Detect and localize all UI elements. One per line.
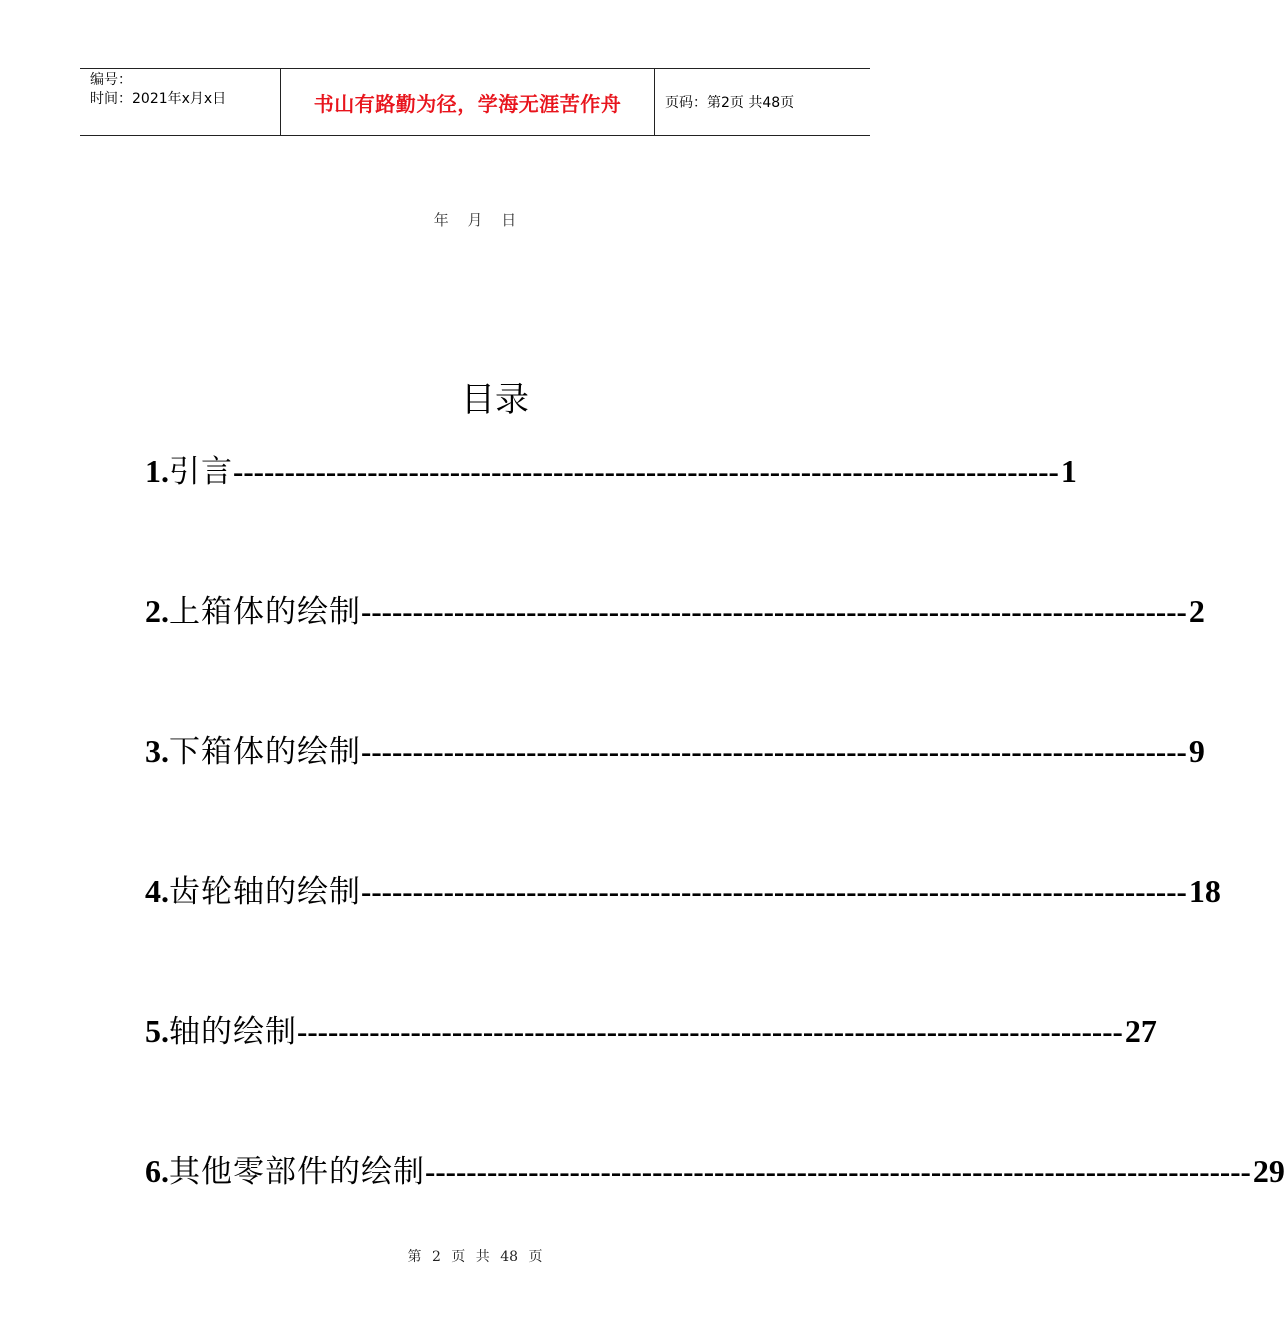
toc-leader: -------------------------------------------------------------------------------- xyxy=(233,454,1059,489)
toc-entry-title: 引言 xyxy=(169,454,233,490)
toc-entry[interactable] xyxy=(145,586,1205,636)
toc-entry-title: 轴的绘制 xyxy=(169,1014,297,1050)
toc-entry-page: 9 xyxy=(1188,733,1205,769)
page-info: 页码：第2页 共48页 xyxy=(665,95,795,111)
toc-entry-page: 1 xyxy=(1060,453,1077,489)
toc-title: 目录 xyxy=(461,380,529,420)
toc-entry-number: 3. xyxy=(145,733,169,769)
toc-entry-page: 18 xyxy=(1188,873,1221,909)
toc-entry-page: 29 xyxy=(1252,1153,1285,1189)
toc-entry[interactable] xyxy=(145,1146,1285,1196)
toc-entry-page: 2 xyxy=(1188,593,1205,629)
toc-entry-title: 齿轮轴的绘制 xyxy=(169,874,361,910)
toc-entry[interactable] xyxy=(145,726,1205,776)
number-label: 编号： xyxy=(90,72,132,88)
toc-entry-number: 1. xyxy=(145,453,169,489)
toc-entry[interactable] xyxy=(145,446,1077,496)
page-footer: 第 2 页 共 48 页 xyxy=(407,1249,543,1265)
time-label: 时间：2021年x月x日 xyxy=(90,91,227,107)
date-line: 年 月 日 xyxy=(433,211,517,229)
header-motto-cell xyxy=(281,69,655,135)
toc-leader: -------------------------------------------------------------------------------- xyxy=(425,1154,1251,1189)
toc-entry-number: 6. xyxy=(145,1153,169,1189)
header-page-cell xyxy=(655,69,870,135)
toc-leader: -------------------------------------------------------------------------------- xyxy=(361,734,1187,769)
toc-entry-title: 上箱体的绘制 xyxy=(169,594,361,630)
toc-leader: -------------------------------------------------------------------------------- xyxy=(361,874,1187,909)
toc-entry-number: 2. xyxy=(145,593,169,629)
toc-entry-number: 4. xyxy=(145,873,169,909)
toc-entry-page: 27 xyxy=(1124,1013,1157,1049)
toc-entry-title: 其他零部件的绘制 xyxy=(169,1154,425,1190)
toc-leader: -------------------------------------------------------------------------------- xyxy=(297,1014,1123,1049)
motto-text: 书山有路勤为径，学海无涯苦作舟 xyxy=(313,91,622,116)
header-meta-cell xyxy=(80,69,281,135)
toc-entry[interactable] xyxy=(145,1006,1157,1056)
page-header xyxy=(80,68,870,136)
toc-entry[interactable] xyxy=(145,866,1221,916)
toc-entry-title: 下箱体的绘制 xyxy=(169,734,361,770)
toc-leader: -------------------------------------------------------------------------------- xyxy=(361,594,1187,629)
toc-entry-number: 5. xyxy=(145,1013,169,1049)
